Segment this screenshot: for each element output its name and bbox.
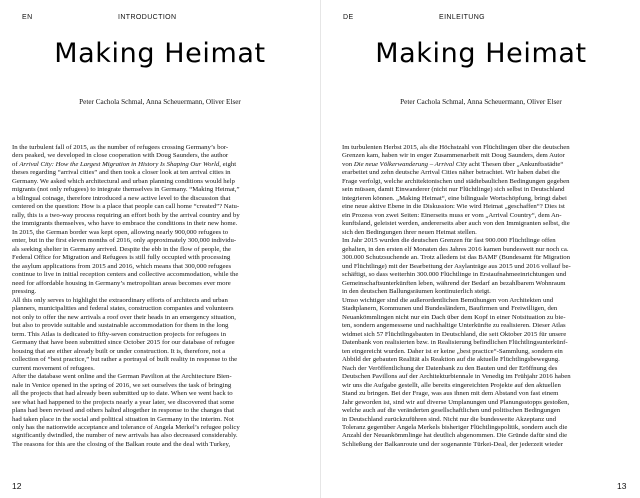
text-line: Germany that have been submitted since October 2015 for our database of refugee [12,339,235,347]
text-line: sich den Bedingungen ihrer neuen Heimat stellen. [342,228,477,236]
page-number: 12 [12,481,22,491]
text-line: Frage verfolgt, welche architektonischen und städtebaulichen Bedingungen gegeben [342,177,570,185]
language-label: EN [22,14,33,21]
text-line: theses regarding “arrival cities” and then took a closer look at ten arrival cities in [12,169,231,177]
right-page [320,0,640,498]
text-line: integrieren können. „Making Heimat“, eine bilinguale Wortschöpfung, bringt dabei [342,194,567,202]
text-line: rally, this is a two-way process requiring an effort both by the arrival country and by [12,211,240,219]
text-line: In the turbulent fall of 2015, as the number of refugees crossing Germany’s bor- [12,144,229,151]
text-line: nale in Venice opened in the spring of 2016, we set ourselves the task of bringing [12,381,232,389]
text-line: current movement of refugees. [12,364,95,372]
text-line: ten eingereicht wurden. Daher ist er keine „best practice“-Sammlung, sondern ein [342,347,563,355]
authors: Peter Cachola Schmal, Anna Scheuermann, Oliver Elser [400,98,562,106]
text-line: Stadtplanern, Kommunen und Bundesländern, Baufirmen und Freiwilligen, den [342,305,558,313]
text-line: Gemeinschaftsunterkünften leben, während der Bedarf an bezahlbarem Wohnraum [342,279,566,287]
page-number: 13 [617,481,627,491]
text-line: centered on the question: How is a place that people can call home “created”? Natu- [12,203,240,211]
text-line: in Deutschland zurückzuführen sind. Nicht nur die bundesweite Akzeptanz und [342,415,557,423]
text-line: widmet sich 57 Flüchtlingsbauten in Deutschland, die seit Oktober 2015 für unsere [342,330,567,338]
text-line: Germany. We asked which architectural and urban planning conditions would help [12,177,235,185]
text-line: Federal Office for Migration and Refugees is still fully occupied with processing [12,254,231,262]
text-line: collection of “best practice,” but rather a portrayal of built reality in response to the [12,356,238,364]
text-line: erarbeitet und zehn deutsche Arrival Cities näher betrachtet. Wir haben dabei die [342,169,560,177]
text-line: After the database went online and the German Pavilion at the Architecture Bien- [12,373,232,381]
text-line: see what had happened to the projects nearly a year later, we discovered that some [12,398,235,406]
text-line: 300.000 Schutzsuchende an. Trotz alledem ist das BAMF (Bundesamt für Migration [342,254,570,262]
text-line: ten, sondern angemessene und nachhaltige Unterkünfte zu realisieren. Dieser Atlas [342,322,566,330]
text-line: significantly dwindled, the number of new arrivals has also decreased considerably. [12,432,238,440]
page-title: Making Heimat [375,38,587,69]
language-label: DE [343,14,354,21]
text-line: Anzahl der Neuankömmlinge hat deutlich abgenommen. Die Gründe dafür sind die [342,432,568,440]
text-line: enter, but in the first eleven months of 2016, only approximately 300,000 individu- [12,237,237,245]
text-line: In 2015, the German border was kept open, allowing nearly 900,000 refugees to [12,228,229,236]
text-line: Deutschen Pavillons auf der Architekturbiennale in Venedig im Frühjahr 2016 haben [342,373,571,381]
text-line: und Flüchtlinge) mit der Bearbeitung der Asylanträge aus 2015 und 2016 vollauf be- [342,262,571,270]
text-line: kunftsland, geleistet werden, andererseits aber auch von den Immigranten selbst, die [342,220,570,228]
text-line: plans had been revised and others halted altogether in response to the changes that [12,407,235,415]
text-line: housing that are either already built or under construction. It is, therefore, not a [12,347,226,355]
text-line: wir uns die Aufgabe gestellt, alle bereits eingereichten Projekte auf den aktuellen [342,381,561,389]
body-text [342,144,632,449]
text-line: schäftigt, so dass weiterhin 300.000 Flüchtlinge in Erstaufnahmeeinrichtungen und [342,271,567,279]
text-line: all the projects that had already been submitted up to date. When we went back to [12,390,233,398]
body-text [12,144,302,449]
text-line: term. This Atlas is dedicated to fifty-seven construction projects for refugees in [12,330,226,338]
text-line: All this only serves to highlight the extraordinary efforts of architects and urban [12,296,228,304]
page-title: Making Heimat [54,38,266,69]
text-line: Nach der Veröffentlichung der Datenbank zu den Bauten und der Eröffnung des [342,364,558,372]
text-line: ein Prozess von zwei Seiten: Einerseits muss er vom „Arrival Country“, dem An- [342,211,562,219]
text-line: Grenzen kam, haben wir in enger Zusammenarbeit mit Doug Saunders, dem Autor [342,152,565,160]
text-line: Datenbank von realisierten bzw. in Realisierung befindlichen Flüchtlingsunterkünf- [342,339,568,347]
text-line: planners, municipalities and federal states, construction companies and volunteers [12,305,234,313]
text-line: the immigrants themselves, who have to embrace the conditions in their new home. [12,220,238,228]
text-line: Schließung der Balkanroute und der sogenannte Türkei-Deal, der jederzeit wieder [342,440,564,448]
text-line: Jahr geworden ist, sind wir auf diverse Umplanungen und Planungsstopps gestoßen, [342,398,570,406]
text-line: eine neue aktive Ebene in die Diskussion: Wie wird Heimat „geschaffen“? Dies ist [342,203,565,211]
text-line: Im Jahr 2015 wurden die deutschen Grenzen für fast 900.000 Flüchtlinge offen [342,237,556,245]
text-line: need for affordable housing in Germany’s metropolitan areas becomes ever more [12,279,231,287]
book-title: Die neue Völkerwanderung – Arrival City [353,160,468,168]
text-line: Im turbulenten Herbst 2015, als die Höchstzahl von Flüchtlingen über die deutschen [342,144,570,151]
text-line: only has the nationwide acceptance and tolerance of Angela Merkel’s refugee policy [12,423,240,431]
text-line: Stand zu bringen. Bei der Frage, was aus ihnen mit dem Abstand von fast einem [342,390,559,398]
text-line: continue to live in initial reception centers and collective accommodation, while the [12,271,239,279]
text-line: sein müssen, damit Einwanderer (nicht nur Flüchtlinge) sich selbst in Deutschland [342,186,565,194]
authors: Peter Cachola Schmal, Anna Scheuermann, Oliver Elser [79,98,241,106]
text-line: Abbild der gebauten Realität als Reaktion auf die aktuelle Flüchtlingsbewegung. [342,356,560,364]
text-line: als seeking shelter in Germany arrived. Despite the ebb in the flow of people, the [12,245,231,253]
text-line: Toleranz gegenüber Angela Merkels bisheriger Flüchtlingspolitik, sondern auch die [342,423,568,431]
text-line: von Die neue Völkerwanderung – Arrival City acht Thesen über „Ankunftsstädte“ [342,160,564,168]
text-line: a bilingual coinage, therefore introduced a new active level to the discussion that [12,194,231,202]
text-line: had taken place in the social and political situation in Germany in the interim. Not [12,415,234,423]
text-line: The reasons for this are the closing of the Balkan route and the deal with Turkey, [12,440,231,448]
text-line: ders peaked, we developed in close cooperation with Doug Saunders, the author [12,152,229,160]
text-line: welche auch auf die veränderten gesellschaftlichen und politischen Bedingungen [342,407,561,415]
text-line: in den deutschen Ballungsräumen kontinuierlich steigt. [342,288,491,296]
text-line: of Arrival City: How the Largest Migration in History Is Shaping Our World, eight [12,160,237,168]
book-title: Arrival City: How the Largest Migration in History Is Shaping Our World [19,160,220,168]
section-label: INTRODUCTION [118,14,177,21]
section-label: EINLEITUNG [439,14,486,21]
text-line: the asylum applications from 2015 and 2016, which means that 300,000 refugees [12,262,232,270]
text-line: pressing. [12,288,37,296]
text-line: Neuankömmlingen nicht nur ein Dach über dem Kopf in einer Notsituation zu bie- [342,313,566,321]
text-line: Umso wichtiger sind die außerordentlichen Bemühungen von Architekten und [342,296,554,304]
text-line: not only to offer the new arrivals a roof over their heads in an emergency situation, [12,313,236,321]
text-line: gehalten, in den ersten elf Monaten des Jahres 2016 kamen bundesweit nur noch ca. [342,245,569,253]
text-line: migrants (not only refugees) to integrate themselves in Germany. “Making Heimat,” [12,186,240,194]
text-line: but also to provide suitable and sustainable accommodation for them in the long [12,322,229,330]
